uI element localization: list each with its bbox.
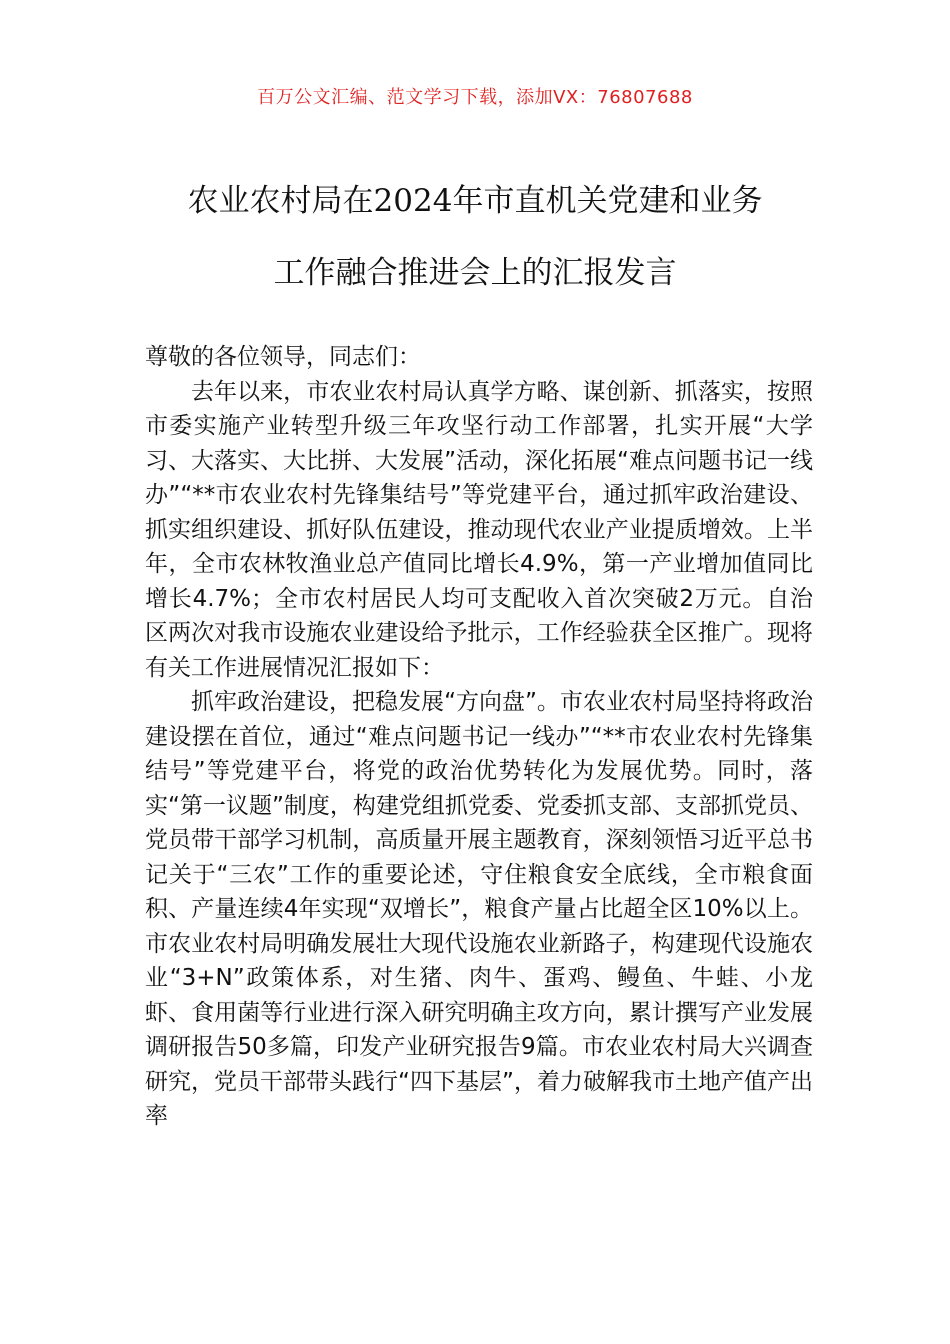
title-line-1: 农业农村局在2024年市直机关党建和业务 xyxy=(187,183,763,219)
document-title xyxy=(120,178,830,296)
salutation: 尊敬的各位领导，同志们： xyxy=(145,344,421,370)
header-note: 百万公文汇编、范文学习下载，添加VX：76807688 xyxy=(257,87,693,108)
paragraph: 去年以来，市农业农村局认真学方略、谋创新、抓落实，按照市委实施产业转型升级三年攻坚行动工作部署，扎实开展“大学习、大落实、大比拼、大发展”活动，深化拓展“难点问题书记一线办”“**市农业农村先锋集结号”等党建平台，通过抓牢政治建设、抓实组织建设、抓好队伍建设，推动现代农业产业提质增效。上半年，全市农林牧渔业总产值同比增长4.9%，第一产业增加值同比增长4.7%；全市农村居民人均可支配收入首次突破2万元。自治区两次对我市设施农业建设给予批示，工作经验获全区推广。现将有关工作进展情况汇报如下： xyxy=(145,378,813,681)
paragraph: 抓牢政治建设，把稳发展“方向盘”。市农业农村局坚持将政治建设摆在首位，通过“难点问题书记一线办”“**市农业农村先锋集结号”等党建平台，将党的政治优势转化为发展优势。同时，落实“第一议题”制度，构建党组抓党委、党委抓支部、支部抓党员、党员带干部学习机制，高质量开展主题教育，深刻领悟习近平总书记关于“三农”工作的重要论述，守住粮食安全底线，全市粮食面积、产量连续4年实现“双增长”，粮食产量占比超全区10%以上。市农业农村局明确发展壮大现代设施农业新路子，构建现代设施农业“3+N”政策体系，对生猪、肉牛、蛋鸡、鳗鱼、牛蛙、小龙虾、食用菌等行业进行深入研究明确主攻方向，累计撰写产业发展调研报告50多篇，印发产业研究报告9篇。市农业农村局大兴调查研究，党员干部带头践行“四下基层”，着力破解我市土地产值产出率 xyxy=(145,689,813,1129)
document-body xyxy=(145,340,813,1134)
title-line-2: 工作融合推进会上的汇报发言 xyxy=(273,255,677,291)
